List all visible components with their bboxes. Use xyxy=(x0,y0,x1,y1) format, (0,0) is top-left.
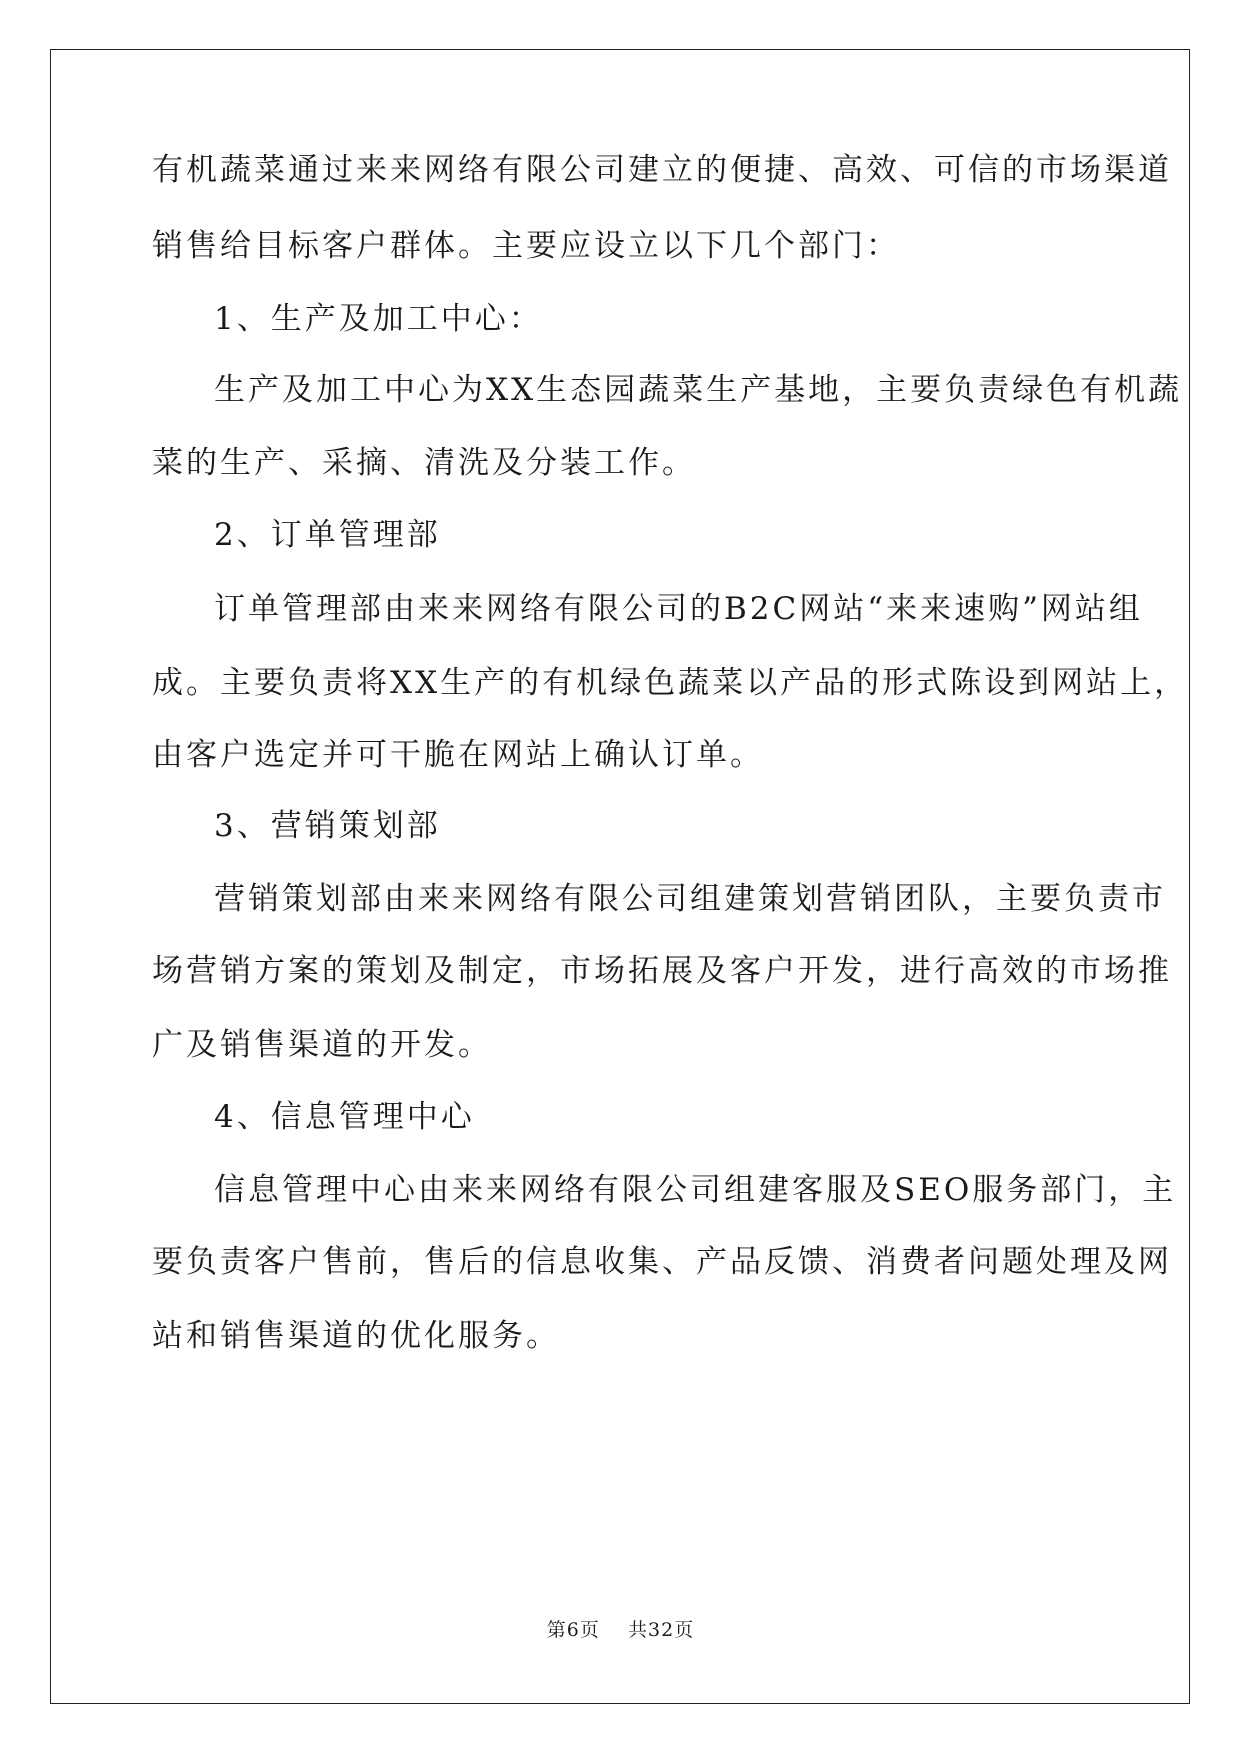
body-text-line: 成。主要负责将XX生产的有机绿色蔬菜以产品的形式陈设到网站上， xyxy=(152,665,1189,701)
section-heading-order: 2、订单管理部 xyxy=(214,517,441,553)
body-text-line: 销售给目标客户群体。主要应设立以下几个部门： xyxy=(152,228,900,264)
body-text-line: 广及销售渠道的开发。 xyxy=(152,1027,492,1063)
body-text-line: 由客户选定并可干脆在网站上确认订单。 xyxy=(152,737,764,773)
page-border xyxy=(50,49,1190,1704)
body-text-line: 信息管理中心由来来网络有限公司组建客服及SEO服务部门，主 xyxy=(214,1172,1177,1208)
body-text-line: 营销策划部由来来网络有限公司组建策划营销团队，主要负责市 xyxy=(214,881,1166,917)
body-text-line: 要负责客户售前，售后的信息收集、产品反馈、消费者问题处理及网 xyxy=(152,1244,1172,1280)
section-heading-marketing: 3、营销策划部 xyxy=(214,808,441,844)
body-text-line: 生产及加工中心为XX生态园蔬菜生产基地，主要负责绿色有机蔬 xyxy=(214,372,1183,408)
section-heading-production: 1、生产及加工中心： xyxy=(214,301,543,337)
section-heading-information: 4、信息管理中心 xyxy=(214,1099,475,1135)
body-text-line: 站和销售渠道的优化服务。 xyxy=(152,1318,560,1354)
body-text-line: 场营销方案的策划及制定，市场拓展及客户开发，进行高效的市场推 xyxy=(152,953,1172,989)
page-number-footer: 第6页 共32页 xyxy=(546,1619,695,1641)
body-text-line: 订单管理部由来来网络有限公司的B2C网站“来来速购”网站组 xyxy=(214,591,1143,627)
body-text-line: 菜的生产、采摘、清洗及分装工作。 xyxy=(152,445,696,481)
body-text-line: 有机蔬菜通过来来网络有限公司建立的便捷、高效、可信的市场渠道 xyxy=(152,152,1172,188)
